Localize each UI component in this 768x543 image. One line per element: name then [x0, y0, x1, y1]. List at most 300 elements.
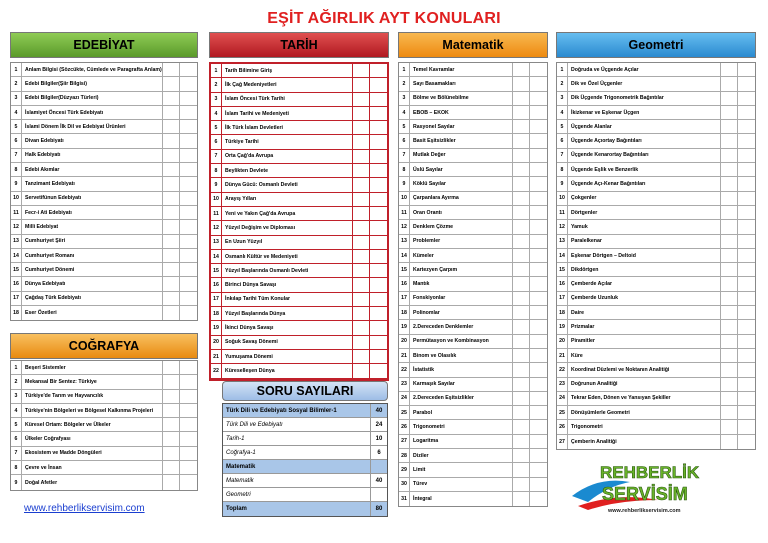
check-cell[interactable] — [353, 207, 370, 220]
geometri-row — [557, 220, 755, 234]
matematik-table — [398, 62, 548, 507]
tarih-header-label: TARİH — [280, 38, 318, 52]
row-topic: Tanzimant Edebiyatı — [22, 177, 163, 190]
row-number: 26 — [557, 420, 568, 433]
check-cell[interactable] — [513, 349, 530, 362]
check-cell[interactable] — [163, 249, 180, 262]
check-cell[interactable] — [530, 449, 547, 462]
soru-label: Toplam — [223, 502, 371, 516]
check-cell[interactable] — [353, 107, 370, 120]
check-cell[interactable] — [180, 404, 197, 417]
matematik-row — [399, 363, 547, 377]
check-cell[interactable] — [163, 177, 180, 190]
check-cell[interactable] — [163, 106, 180, 119]
check-cell[interactable] — [180, 63, 197, 76]
check-cell[interactable] — [180, 375, 197, 388]
tarih-row — [211, 164, 387, 178]
check-cell[interactable] — [738, 320, 755, 333]
check-cell[interactable] — [721, 163, 738, 176]
check-cell[interactable] — [353, 321, 370, 334]
check-cell[interactable] — [180, 163, 197, 176]
check-cell[interactable] — [721, 320, 738, 333]
check-cell[interactable] — [180, 134, 197, 147]
check-cell[interactable] — [738, 92, 755, 105]
check-cell[interactable] — [180, 306, 197, 320]
check-cell[interactable] — [721, 392, 738, 405]
check-cell[interactable] — [738, 177, 755, 190]
check-cell[interactable] — [530, 134, 547, 147]
check-cell[interactable] — [513, 106, 530, 119]
row-topic: Türev — [410, 478, 513, 491]
check-cell[interactable] — [163, 149, 180, 162]
check-cell[interactable] — [738, 77, 755, 90]
check-cell[interactable] — [530, 92, 547, 105]
check-cell[interactable] — [180, 263, 197, 276]
check-cell[interactable] — [513, 163, 530, 176]
row-number: 16 — [11, 277, 22, 290]
check-cell[interactable] — [530, 263, 547, 276]
row-number: 18 — [399, 306, 410, 319]
row-topic: Fecr-i Ati Edebiyatı — [22, 206, 163, 219]
check-cell[interactable] — [163, 475, 180, 489]
check-cell[interactable] — [180, 206, 197, 219]
row-topic: Beşeri Sistemler — [22, 361, 163, 374]
row-number: 21 — [399, 349, 410, 362]
row-number: 5 — [11, 120, 22, 133]
check-cell[interactable] — [530, 363, 547, 376]
check-cell[interactable] — [163, 292, 180, 305]
tarih-row — [211, 93, 387, 107]
check-cell[interactable] — [530, 177, 547, 190]
check-cell[interactable] — [721, 349, 738, 362]
row-number: 31 — [399, 492, 410, 506]
row-number: 2 — [211, 78, 222, 91]
check-cell[interactable] — [738, 420, 755, 433]
check-cell[interactable] — [721, 120, 738, 133]
check-cell[interactable] — [530, 106, 547, 119]
edebiyat-row — [11, 249, 197, 263]
check-cell[interactable] — [530, 63, 547, 76]
check-cell[interactable] — [738, 106, 755, 119]
check-cell[interactable] — [530, 392, 547, 405]
check-cell[interactable] — [513, 320, 530, 333]
edebiyat-row — [11, 220, 197, 234]
check-cell[interactable] — [721, 92, 738, 105]
check-cell[interactable] — [721, 277, 738, 290]
check-cell[interactable] — [513, 478, 530, 491]
check-cell[interactable] — [180, 92, 197, 105]
check-cell[interactable] — [163, 163, 180, 176]
check-cell[interactable] — [163, 404, 180, 417]
row-number: 14 — [557, 249, 568, 262]
check-cell[interactable] — [530, 77, 547, 90]
check-cell[interactable] — [738, 406, 755, 419]
check-cell[interactable] — [353, 350, 370, 363]
check-cell[interactable] — [738, 335, 755, 348]
check-cell[interactable] — [721, 177, 738, 190]
check-cell[interactable] — [513, 92, 530, 105]
check-cell[interactable] — [353, 221, 370, 234]
check-cell[interactable] — [721, 77, 738, 90]
check-cell[interactable] — [513, 420, 530, 433]
row-topic: İstatistik — [410, 363, 513, 376]
edebiyat-row — [11, 134, 197, 148]
check-cell[interactable] — [180, 235, 197, 248]
check-cell[interactable] — [530, 292, 547, 305]
check-cell[interactable] — [180, 461, 197, 474]
check-cell[interactable] — [721, 106, 738, 119]
check-cell[interactable] — [513, 406, 530, 419]
check-cell[interactable] — [353, 178, 370, 191]
row-topic: Daire — [568, 306, 721, 319]
row-topic: Üçgende Açıortay Bağıntıları — [568, 134, 721, 147]
check-cell[interactable] — [721, 363, 738, 376]
check-cell[interactable] — [163, 461, 180, 474]
row-number: 23 — [557, 378, 568, 391]
check-cell[interactable] — [163, 432, 180, 445]
check-cell[interactable] — [370, 150, 387, 163]
check-cell[interactable] — [530, 192, 547, 205]
row-number: 18 — [557, 306, 568, 319]
check-cell[interactable] — [370, 264, 387, 277]
check-cell[interactable] — [530, 120, 547, 133]
check-cell[interactable] — [738, 235, 755, 248]
check-cell[interactable] — [721, 206, 738, 219]
check-cell[interactable] — [370, 293, 387, 306]
tarih-row — [211, 321, 387, 335]
check-cell[interactable] — [738, 120, 755, 133]
check-cell[interactable] — [353, 250, 370, 263]
check-cell[interactable] — [530, 492, 547, 506]
check-cell[interactable] — [370, 135, 387, 148]
check-cell[interactable] — [530, 220, 547, 233]
check-cell[interactable] — [180, 220, 197, 233]
check-cell[interactable] — [353, 164, 370, 177]
check-cell[interactable] — [513, 392, 530, 405]
row-number: 12 — [557, 220, 568, 233]
check-cell[interactable] — [370, 221, 387, 234]
check-cell[interactable] — [513, 277, 530, 290]
row-number: 13 — [211, 236, 222, 249]
matematik-row — [399, 235, 547, 249]
check-cell[interactable] — [180, 177, 197, 190]
check-cell[interactable] — [163, 77, 180, 90]
geometri-row — [557, 63, 755, 77]
check-cell[interactable] — [180, 432, 197, 445]
check-cell[interactable] — [513, 192, 530, 205]
check-cell[interactable] — [163, 277, 180, 290]
cografya-row — [11, 390, 197, 404]
check-cell[interactable] — [738, 392, 755, 405]
check-cell[interactable] — [530, 463, 547, 476]
check-cell[interactable] — [513, 235, 530, 248]
check-cell[interactable] — [721, 149, 738, 162]
check-cell[interactable] — [738, 292, 755, 305]
check-cell[interactable] — [721, 192, 738, 205]
check-cell[interactable] — [180, 390, 197, 403]
check-cell[interactable] — [180, 447, 197, 460]
check-cell[interactable] — [370, 207, 387, 220]
matematik-row — [399, 220, 547, 234]
row-topic: Küresel Ortam: Bölgeler ve Ülkeler — [22, 418, 163, 431]
row-number: 6 — [211, 135, 222, 148]
check-cell[interactable] — [530, 163, 547, 176]
check-cell[interactable] — [353, 264, 370, 277]
row-number: 3 — [399, 92, 410, 105]
check-cell[interactable] — [180, 149, 197, 162]
website-link[interactable]: www.rehberlikservisim.com — [24, 503, 145, 514]
check-cell[interactable] — [163, 206, 180, 219]
tarih-row — [211, 221, 387, 235]
check-cell[interactable] — [353, 307, 370, 320]
check-cell[interactable] — [721, 134, 738, 147]
check-cell[interactable] — [353, 93, 370, 106]
check-cell[interactable] — [353, 64, 370, 77]
check-cell[interactable] — [370, 278, 387, 291]
check-cell[interactable] — [180, 292, 197, 305]
check-cell[interactable] — [353, 135, 370, 148]
row-topic: Ülkeler Coğrafyası — [22, 432, 163, 445]
check-cell[interactable] — [163, 375, 180, 388]
check-cell[interactable] — [738, 363, 755, 376]
row-topic: Ekosistem ve Madde Döngüleri — [22, 447, 163, 460]
check-cell[interactable] — [370, 78, 387, 91]
check-cell[interactable] — [738, 349, 755, 362]
tarih-table — [209, 62, 389, 381]
logo-graphic — [568, 456, 703, 518]
row-topic: 2.Dereceden Eşitsizlikler — [410, 392, 513, 405]
row-number: 15 — [211, 264, 222, 277]
check-cell[interactable] — [513, 263, 530, 276]
row-topic: Çevre ve İnsan — [22, 461, 163, 474]
check-cell[interactable] — [513, 335, 530, 348]
check-cell[interactable] — [513, 378, 530, 391]
check-cell[interactable] — [513, 292, 530, 305]
check-cell[interactable] — [370, 121, 387, 134]
check-cell[interactable] — [738, 63, 755, 76]
row-number: 17 — [399, 292, 410, 305]
check-cell[interactable] — [163, 235, 180, 248]
row-number: 16 — [399, 277, 410, 290]
row-number: 22 — [399, 363, 410, 376]
check-cell[interactable] — [163, 263, 180, 276]
check-cell[interactable] — [180, 120, 197, 133]
matematik-header-label: Matematik — [442, 38, 504, 52]
check-cell[interactable] — [530, 320, 547, 333]
check-cell[interactable] — [163, 447, 180, 460]
check-cell[interactable] — [163, 220, 180, 233]
row-topic: Arayış Yılları — [222, 193, 353, 206]
check-cell[interactable] — [513, 134, 530, 147]
row-topic: Yüzyıl Başlarında Dünya — [222, 307, 353, 320]
row-number: 15 — [557, 263, 568, 276]
check-cell[interactable] — [513, 435, 530, 448]
row-topic: Üçgende Kenarortay Bağıntıları — [568, 149, 721, 162]
check-cell[interactable] — [530, 306, 547, 319]
check-cell[interactable] — [370, 321, 387, 334]
check-cell[interactable] — [721, 335, 738, 348]
check-cell[interactable] — [353, 150, 370, 163]
check-cell[interactable] — [353, 336, 370, 349]
check-cell[interactable] — [721, 306, 738, 319]
check-cell[interactable] — [738, 263, 755, 276]
check-cell[interactable] — [370, 307, 387, 320]
check-cell[interactable] — [721, 249, 738, 262]
edebiyat-row — [11, 306, 197, 320]
check-cell[interactable] — [163, 418, 180, 431]
row-number: 11 — [399, 206, 410, 219]
check-cell[interactable] — [370, 193, 387, 206]
check-cell[interactable] — [163, 63, 180, 76]
check-cell[interactable] — [180, 192, 197, 205]
row-topic: Küre — [568, 349, 721, 362]
check-cell[interactable] — [353, 121, 370, 134]
row-number: 6 — [399, 134, 410, 147]
check-cell[interactable] — [721, 263, 738, 276]
check-cell[interactable] — [513, 206, 530, 219]
row-topic: Dikdörtgen — [568, 263, 721, 276]
check-cell[interactable] — [738, 134, 755, 147]
edebiyat-table — [10, 62, 198, 321]
check-cell[interactable] — [163, 390, 180, 403]
check-cell[interactable] — [513, 492, 530, 506]
geometri-row — [557, 206, 755, 220]
check-cell[interactable] — [180, 475, 197, 489]
row-topic: Bölme ve Bölünebilme — [410, 92, 513, 105]
row-number: 7 — [11, 149, 22, 162]
check-cell[interactable] — [721, 220, 738, 233]
soru-label: Coğrafya-1 — [223, 446, 371, 459]
check-cell[interactable] — [513, 220, 530, 233]
row-topic: Polinomlar — [410, 306, 513, 319]
row-number: 9 — [557, 177, 568, 190]
check-cell[interactable] — [738, 378, 755, 391]
check-cell[interactable] — [738, 192, 755, 205]
row-number: 6 — [557, 134, 568, 147]
row-topic: Türkiye'nin Bölgeleri ve Bölgesel Kalkınma Projeleri — [22, 404, 163, 417]
soru-label: Tarih-1 — [223, 432, 371, 445]
check-cell[interactable] — [513, 306, 530, 319]
row-number: 13 — [11, 235, 22, 248]
check-cell[interactable] — [721, 420, 738, 433]
check-cell[interactable] — [513, 249, 530, 262]
cografya-table — [10, 360, 198, 491]
check-cell[interactable] — [353, 364, 370, 377]
edebiyat-row — [11, 192, 197, 206]
check-cell[interactable] — [513, 120, 530, 133]
check-cell[interactable] — [370, 350, 387, 363]
check-cell[interactable] — [513, 77, 530, 90]
check-cell[interactable] — [513, 63, 530, 76]
check-cell[interactable] — [738, 306, 755, 319]
check-cell[interactable] — [530, 420, 547, 433]
check-cell[interactable] — [353, 293, 370, 306]
check-cell[interactable] — [721, 435, 738, 449]
check-cell[interactable] — [530, 406, 547, 419]
check-cell[interactable] — [530, 277, 547, 290]
check-cell[interactable] — [370, 336, 387, 349]
check-cell[interactable] — [721, 235, 738, 248]
check-cell[interactable] — [180, 277, 197, 290]
check-cell[interactable] — [370, 164, 387, 177]
cografya-row — [11, 432, 197, 446]
check-cell[interactable] — [353, 278, 370, 291]
check-cell[interactable] — [738, 206, 755, 219]
check-cell[interactable] — [738, 163, 755, 176]
row-topic: Kartezyen Çarpım — [410, 263, 513, 276]
check-cell[interactable] — [370, 64, 387, 77]
row-number: 13 — [557, 235, 568, 248]
check-cell[interactable] — [163, 134, 180, 147]
check-cell[interactable] — [370, 364, 387, 377]
check-cell[interactable] — [163, 306, 180, 320]
check-cell[interactable] — [513, 449, 530, 462]
check-cell[interactable] — [353, 78, 370, 91]
check-cell[interactable] — [370, 93, 387, 106]
matematik-row — [399, 149, 547, 163]
check-cell[interactable] — [180, 249, 197, 262]
check-cell[interactable] — [163, 361, 180, 374]
soru-header — [222, 381, 388, 401]
check-cell[interactable] — [180, 361, 197, 374]
row-number: 7 — [399, 149, 410, 162]
check-cell[interactable] — [353, 193, 370, 206]
check-cell[interactable] — [738, 149, 755, 162]
check-cell[interactable] — [721, 292, 738, 305]
check-cell[interactable] — [530, 206, 547, 219]
check-cell[interactable] — [163, 120, 180, 133]
matematik-row — [399, 92, 547, 106]
check-cell[interactable] — [353, 236, 370, 249]
row-topic: Piramitler — [568, 335, 721, 348]
check-cell[interactable] — [513, 463, 530, 476]
check-cell[interactable] — [370, 236, 387, 249]
check-cell[interactable] — [513, 149, 530, 162]
row-number: 4 — [11, 106, 22, 119]
row-number: 2 — [11, 77, 22, 90]
check-cell[interactable] — [530, 478, 547, 491]
check-cell[interactable] — [163, 92, 180, 105]
check-cell[interactable] — [370, 107, 387, 120]
check-cell[interactable] — [180, 418, 197, 431]
check-cell[interactable] — [530, 149, 547, 162]
check-cell[interactable] — [530, 435, 547, 448]
check-cell[interactable] — [530, 335, 547, 348]
check-cell[interactable] — [721, 406, 738, 419]
check-cell[interactable] — [738, 435, 755, 449]
geometri-row — [557, 263, 755, 277]
row-topic: Fonskiyonlar — [410, 292, 513, 305]
check-cell[interactable] — [738, 249, 755, 262]
check-cell[interactable] — [530, 235, 547, 248]
check-cell[interactable] — [180, 77, 197, 90]
check-cell[interactable] — [738, 277, 755, 290]
check-cell[interactable] — [370, 178, 387, 191]
check-cell[interactable] — [513, 363, 530, 376]
check-cell[interactable] — [163, 192, 180, 205]
row-topic: Binom ve Olasılık — [410, 349, 513, 362]
row-topic: Yüzyıl Başlarında Osmanlı Devleti — [222, 264, 353, 277]
check-cell[interactable] — [180, 106, 197, 119]
check-cell[interactable] — [721, 63, 738, 76]
check-cell[interactable] — [721, 378, 738, 391]
check-cell[interactable] — [530, 349, 547, 362]
check-cell[interactable] — [370, 250, 387, 263]
check-cell[interactable] — [530, 378, 547, 391]
check-cell[interactable] — [530, 249, 547, 262]
check-cell[interactable] — [513, 177, 530, 190]
check-cell[interactable] — [738, 220, 755, 233]
